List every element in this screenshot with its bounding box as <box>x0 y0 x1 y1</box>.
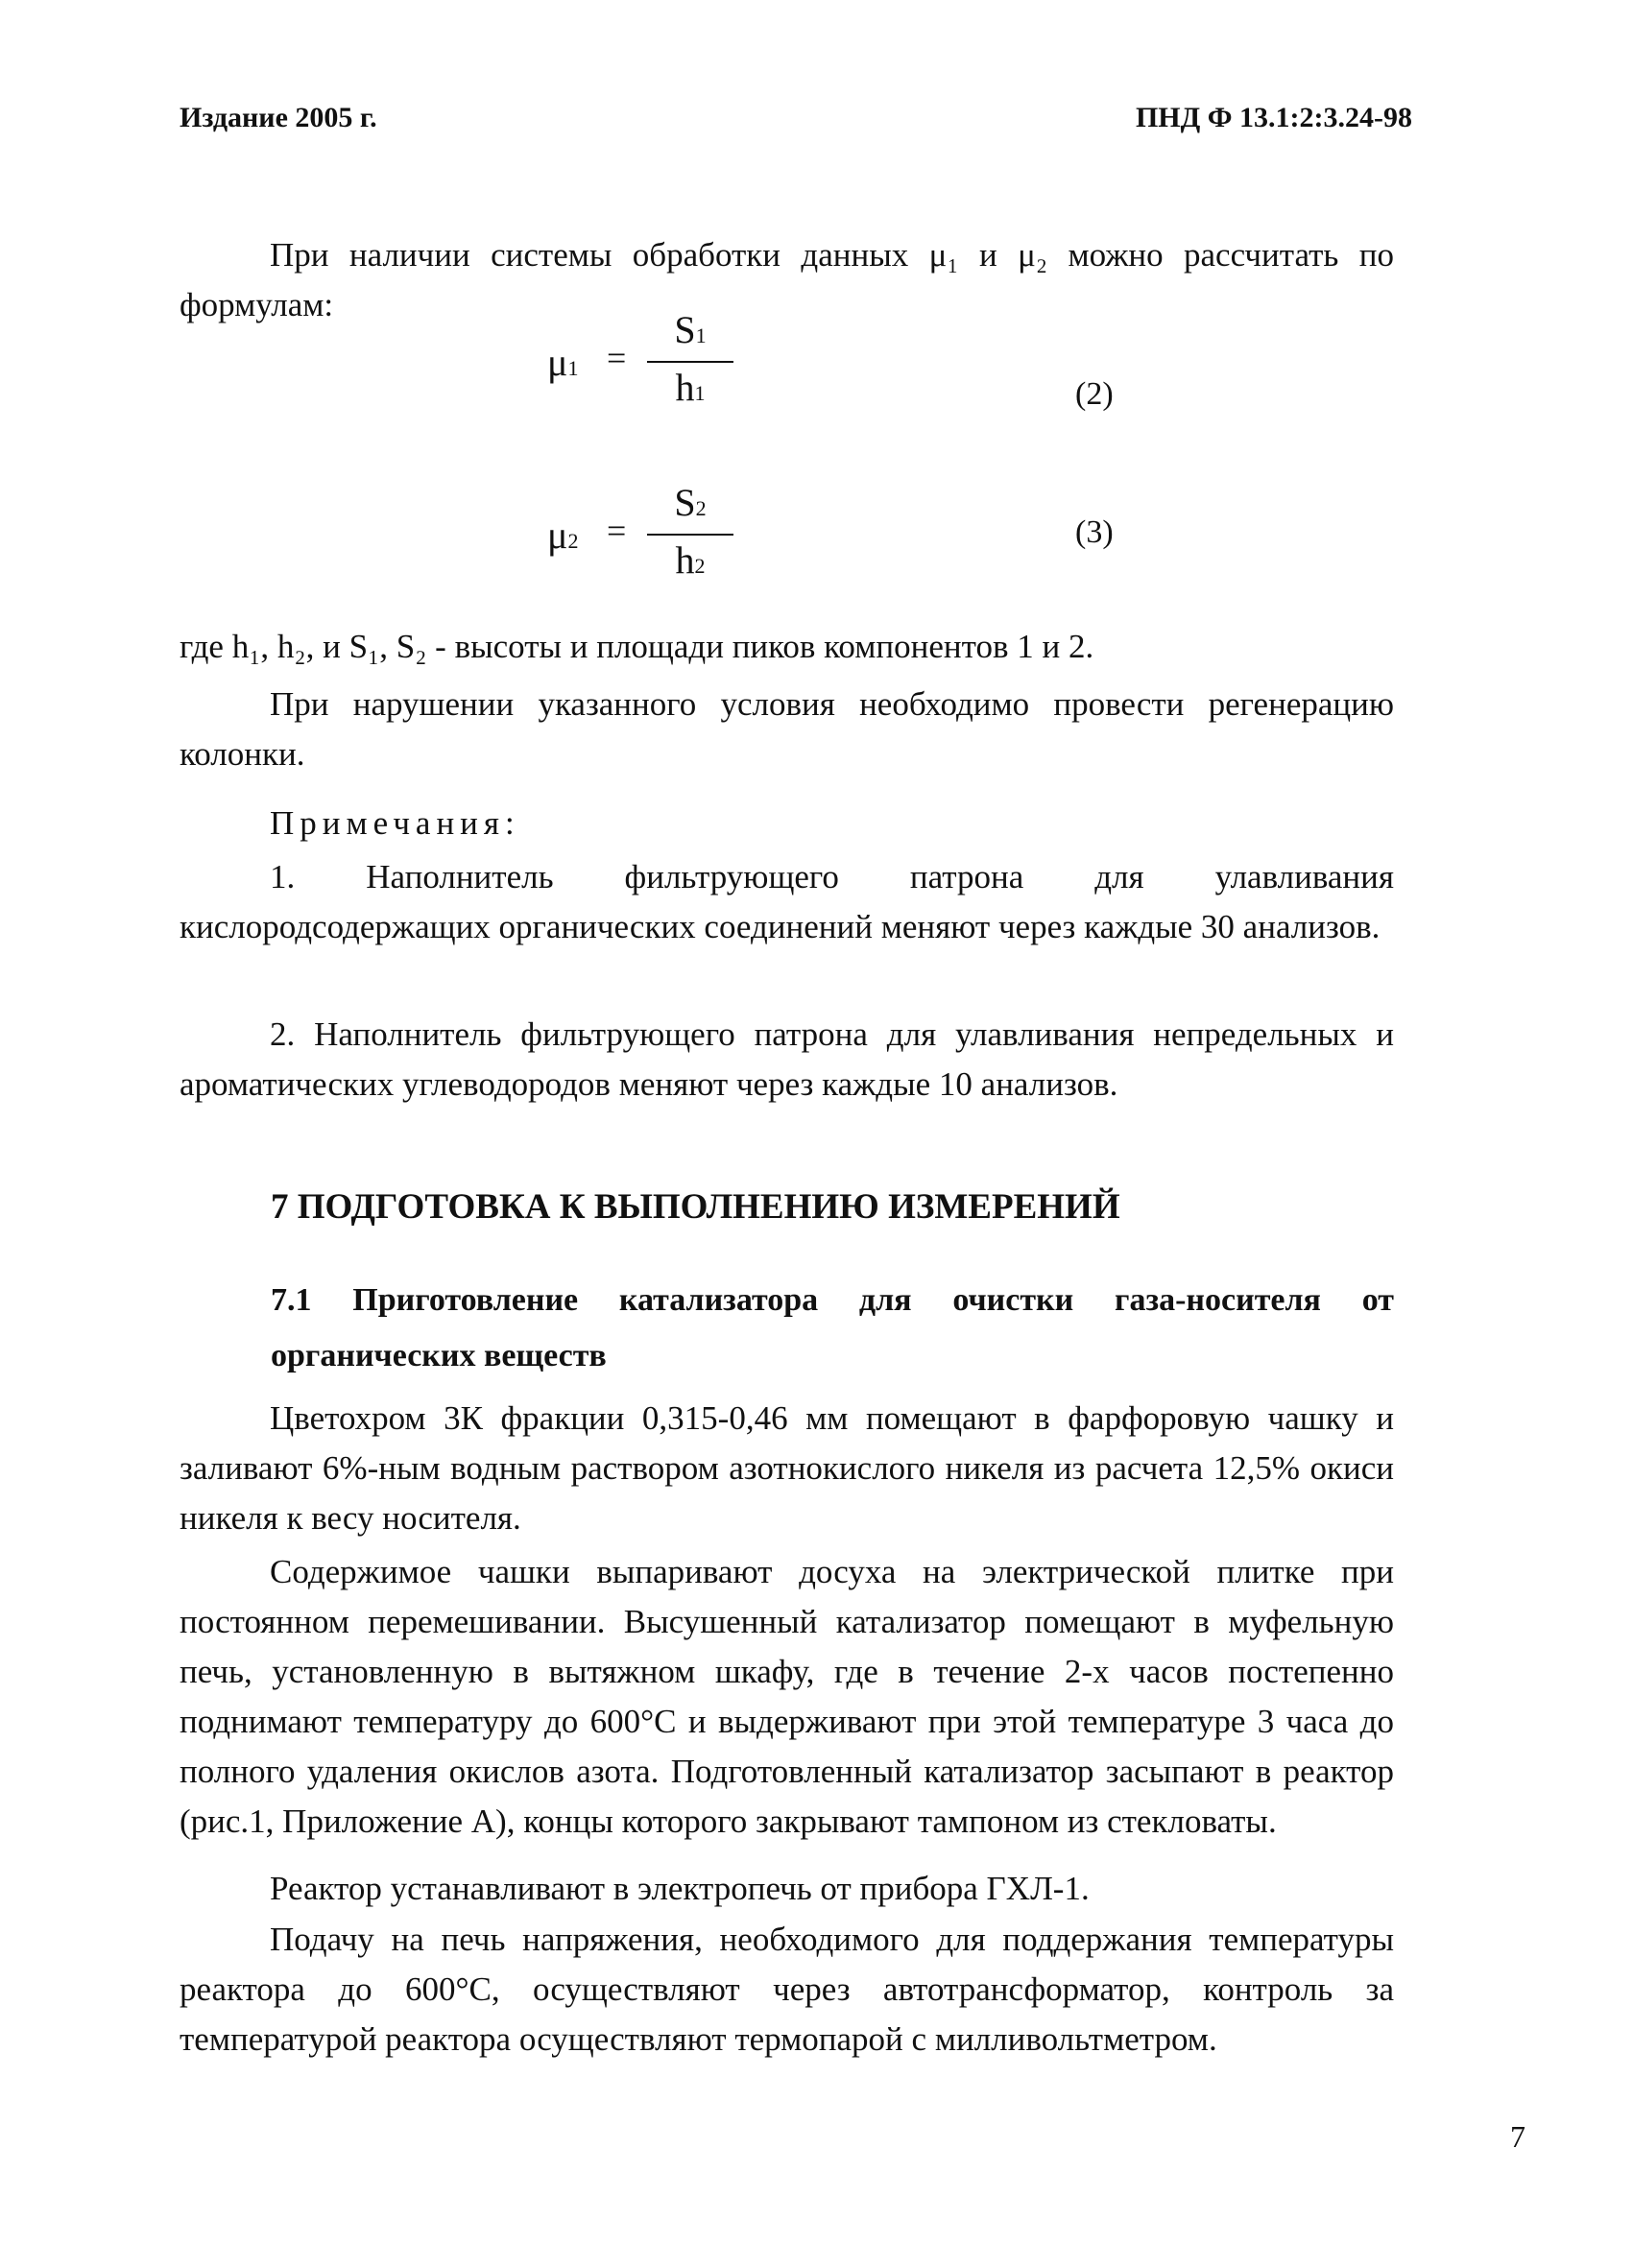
denominator: h1 <box>675 366 706 409</box>
where-paragraph: где h₁, h₂, и S₁, S₂ - высоты и площади пиков компонентов 1 и 2. <box>180 628 1094 665</box>
fraction <box>647 307 733 417</box>
numerator: S1 <box>674 308 707 351</box>
fraction <box>647 480 733 589</box>
edition-label: Издание 2005 г. <box>180 102 377 133</box>
body-paragraph: Цветохром 3К фракции 0,315-0,46 мм помещают в фарфоровую чашку и заливают 6%-ным водным раствором азотнокислого никеля из расчета 12,5% окиси никеля к весу носителя. <box>180 1399 1394 1537</box>
equals-sign: = <box>607 339 627 377</box>
fraction-bar <box>647 534 733 536</box>
body-paragraph: Подачу на печь напряжения, необходимого для поддержания температуры реактора до 600°C, осуществляют через автотрансформатор, контроль за температурой реактора осуществляют термопарой с милливольтметром. <box>180 1921 1394 2058</box>
violation-paragraph: При нарушении указанного условия необходимо провести регенерацию колонки. <box>180 685 1394 773</box>
subsection-heading: 7.1 Приготовление катализатора для очистки газа-носителя от органических веществ <box>271 1282 1394 1373</box>
equals-sign: = <box>607 512 627 550</box>
note-item: 1. Наполнитель фильтрующего патрона для улавливания кислородсодержащих органических соединений меняют через каждые 30 анализов. <box>180 858 1394 945</box>
fraction-bar <box>647 361 733 363</box>
formula-lhs: μ2 <box>547 513 579 557</box>
notes-title: Примечания: <box>270 804 520 842</box>
note-item: 2. Наполнитель фильтрующего патрона для улавливания непредельных и ароматических углеводородов меняют через каждые 10 анализов. <box>180 1015 1394 1103</box>
formula-lhs: μ1 <box>547 341 579 384</box>
page-number: 7 <box>1510 2119 1525 2154</box>
formula-number-2: (2) <box>1075 376 1114 412</box>
denominator: h2 <box>675 538 706 582</box>
section-heading: 7 ПОДГОТОВКА К ВЫПОЛНЕНИЮ ИЗМЕРЕНИЙ <box>271 1187 1120 1227</box>
numerator: S2 <box>674 481 707 524</box>
body-paragraph: Содержимое чашки выпаривают досуха на электрической плитке при постоянном перемешивании. Высушенный катализатор помещают в муфельную печь, установленную в вытяжном шкафу, где в течение 2-х часов постепенно поднимают температуру до 600°C и выдерживают при этой температуре 3 часа до полного удаления окислов азота. Подготовленный катализатор засыпают в реактор (рис.1, Приложение А), концы которого закрывают тампоном из стекловаты. <box>180 1553 1394 1840</box>
body-paragraph: Реактор устанавливают в электропечь от прибора ГХЛ-1. <box>270 1870 1090 1907</box>
document-code: ПНД Ф 13.1:2:3.24-98 <box>1135 102 1412 133</box>
formula-number-3: (3) <box>1075 514 1114 550</box>
intro-paragraph: При наличии системы обработки данных μ₁ и μ₂ можно рассчитать по формулам: <box>180 236 1394 323</box>
